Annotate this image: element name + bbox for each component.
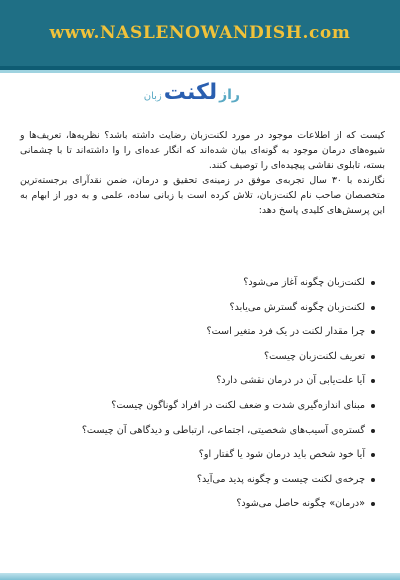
- list-item: [20, 399, 375, 424]
- banner-stripe-light: [0, 70, 400, 73]
- bullet-icon: [371, 306, 375, 310]
- bullet-icon: [371, 453, 375, 457]
- list-item: [20, 374, 375, 399]
- list-item: [20, 276, 375, 301]
- list-item: [20, 350, 375, 375]
- list-item: [20, 448, 375, 473]
- website-banner: [0, 0, 400, 66]
- question-list: [20, 276, 375, 522]
- logo-prefix: راز: [219, 87, 240, 103]
- list-item: [20, 473, 375, 498]
- bottom-rule: [0, 573, 400, 580]
- question-text: گستره‌ی آسیب‌های شخصیتی، اجتماعی، ارتباطی و دیدگاهی آن چیست؟: [81, 424, 365, 436]
- question-text: آیا علت‌یابی آن در درمان نقشی دارد؟: [216, 375, 365, 387]
- question-text: لکنت‌زبان چگونه گسترش می‌یابد؟: [229, 301, 365, 313]
- list-item: [20, 424, 375, 449]
- bullet-icon: [371, 330, 375, 334]
- logo-suffix: زبان: [143, 91, 162, 102]
- logo-main: لکنت: [163, 80, 218, 105]
- list-item: [20, 301, 375, 326]
- intro-paragraph-1: کیست که از اطلاعات موجود در مورد لکنت‌زبان رضایت داشته باشد؟ نظریه‌ها، تعریف‌ها و شیوه‌های درمان موجود به گونه‌ای بیان شده‌اند که انگار عده‌ای را وا داشته‌اند تا با چشمانی بسته، تابلوی نقاشی پیچیده‌ای را توصیف کنند.: [20, 130, 385, 171]
- bullet-icon: [371, 355, 375, 359]
- list-item: [20, 325, 375, 350]
- question-text: مبنای اندازه‌گیری شدت و ضعف لکنت در افراد گوناگون چیست؟: [111, 399, 365, 411]
- list-item: [20, 497, 375, 522]
- intro-paragraph-2: نگارنده با ۳۰ سال تجربه‌ی موفق در زمینه‌ی تحقیق و درمان، ضمن نقدآرای برجسته‌ترین متخصصان صاحب نام لکنت‌زبان، تلاش کرده است با زبانی ساده، علمی و به دور از ابهام به این پرسش‌های کلیدی پاسخ دهد:: [20, 175, 385, 216]
- question-text: تعریف لکنت‌زبان چیست؟: [264, 350, 365, 362]
- bullet-icon: [371, 281, 375, 285]
- question-text: آیا خود شخص باید درمان شود یا گفتار او؟: [198, 449, 365, 461]
- question-text: چرا مقدار لکنت در یک فرد متغیر است؟: [206, 326, 365, 338]
- bullet-icon: [371, 478, 375, 482]
- question-text: چرخه‌ی لکنت چیست و چگونه پدید می‌آید؟: [196, 473, 365, 485]
- bullet-icon: [371, 502, 375, 506]
- website-url[interactable]: www.NASLENOWANDISH.com: [49, 23, 351, 43]
- bullet-icon: [371, 404, 375, 408]
- question-text: لکنت‌زبان چگونه آغاز می‌شود؟: [243, 277, 365, 288]
- bullet-icon: [371, 379, 375, 383]
- intro-text: [20, 128, 385, 218]
- question-text: «درمان» چگونه حاصل می‌شود؟: [236, 498, 365, 510]
- book-logo: [144, 80, 240, 105]
- bullet-icon: [371, 429, 375, 433]
